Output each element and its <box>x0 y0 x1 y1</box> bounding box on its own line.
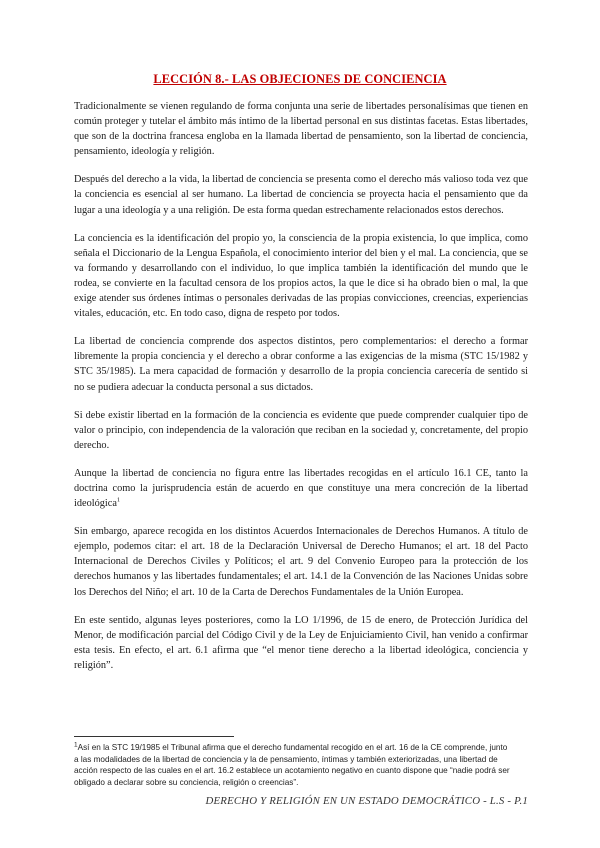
document-body <box>74 99 528 686</box>
footnote-marker: 1 <box>74 741 78 749</box>
paragraph-1: Tradicionalmente se vienen regulando de forma conjunta una serie de libertades personalísimas que tienen en común proteger y tutelar el ámbito más íntimo de la libertad personal en sus distintas facetas. Estas libertades, que son de la doctrina francesa engloba en la llamada libertad de pensamiento, son la libertad de conciencia, pensamiento, ideología y religión. <box>74 101 528 158</box>
footnote-text: Así en la STC 19/1985 el Tribunal afirma que el derecho fundamental recogido en el art. 16 de la CE comprende, junto a las modalidades de la libertad de conciencia y la de pensamiento, íntimas y también exteriorizadas, una libertad de acción respecto de las cuales en el art. 16.2 establece un acotamiento negativo en cuanto dispone que “nadie podrá ser obligado a declarar sobre su conciencia, religión o creencias”. <box>74 743 510 788</box>
paragraph-2: Después del derecho a la vida, la libertad de conciencia se presenta como el derecho más valioso toda vez que la conciencia es esencial al ser humano. La libertad de conciencia se proyecta hacia el pensamiento que da lugar a una ideología y a una religión. De esta forma quedan estrechamente relacionados estos derechos. <box>74 174 528 216</box>
page-footer: DERECHO Y RELIGIÓN EN UN ESTADO DEMOCRÁTICO - L.S - P.1 <box>205 795 528 807</box>
paragraph-5: Si debe existir libertad en la formación de la conciencia es evidente que puede comprender cualquier tipo de valor o principio, con independencia de la valoración que reciban en la sociedad y, concretamente, del propio derecho. <box>74 409 528 451</box>
paragraph-3: La conciencia es la identificación del propio yo, la consciencia de la propia existencia, lo que implica, como señala el Diccionario de la Lengua Española, el conocimiento interior del bien y el mal. La conciencia, que se va formando y desarrollando con el individuo, lo que implica también la identificación del mundo que le rodea, se convierte en la facultad censora de los propios actos, la que le dice si ha obrado bien o mal, la que exige atender sus órdenes íntimas o personales derivadas de las propias convicciones, creencias, experiencias vitales, educación, etc. En todo caso, digna de respeto por todos. <box>74 232 528 320</box>
paragraph-6 <box>74 466 528 511</box>
footnote <box>74 742 514 789</box>
footnote-separator <box>74 736 234 737</box>
paragraph-7: Sin embargo, aparece recogida en los distintos Acuerdos Internacionales de Derechos Humanos. A título de ejemplo, podemos citar: el art. 18 de la Declaración Universal de Derecho Humanos; el art. 18 del Pacto Internacional de Derechos Civiles y Políticos; el art. 9 del Convenio Europeo para la protección de los derechos humanos y las libertades fundamentales; el art. 14.1 de la Convención de las Naciones Unidas sobre los Derechos del Niño; el art. 10 de la Carta de Derechos Fundamentales de la Unión Europea. <box>74 526 528 598</box>
lesson-title: LECCIÓN 8.- LAS OBJECIONES DE CONCIENCIA <box>153 72 447 86</box>
paragraph-6-text: Aunque la libertad de conciencia no figura entre las libertades recogidas en el artículo 16.1 CE, tanto la doctrina como la jurisprudencia están de acuerdo en que constituye una mera concreción de la libertad ideológica <box>74 467 528 510</box>
paragraph-8: En este sentido, algunas leyes posteriores, como la LO 1/1996, de 15 de enero, de Protección Jurídica del Menor, de modificación parcial del Código Civil y de la Ley de Enjuiciamiento Civil, han venido a confirmar esta tesis. En efecto, el art. 6.1 afirma que “el menor tiene derecho a la libertad ideológica, conciencia y religión”. <box>74 614 528 671</box>
paragraph-4: La libertad de conciencia comprende dos aspectos distintos, pero complementarios: el derecho a formar libremente la propia conciencia y el derecho a obrar conforme a las exigencias de la misma (STC 15/1982 y STC 35/1985). La mera capacidad de formación y desarrollo de la propia conciencia carecería de sentido si no se pudiera adecuar la conducta personal a sus dictados. <box>74 336 528 393</box>
footnote-reference[interactable]: 1 <box>116 496 121 504</box>
